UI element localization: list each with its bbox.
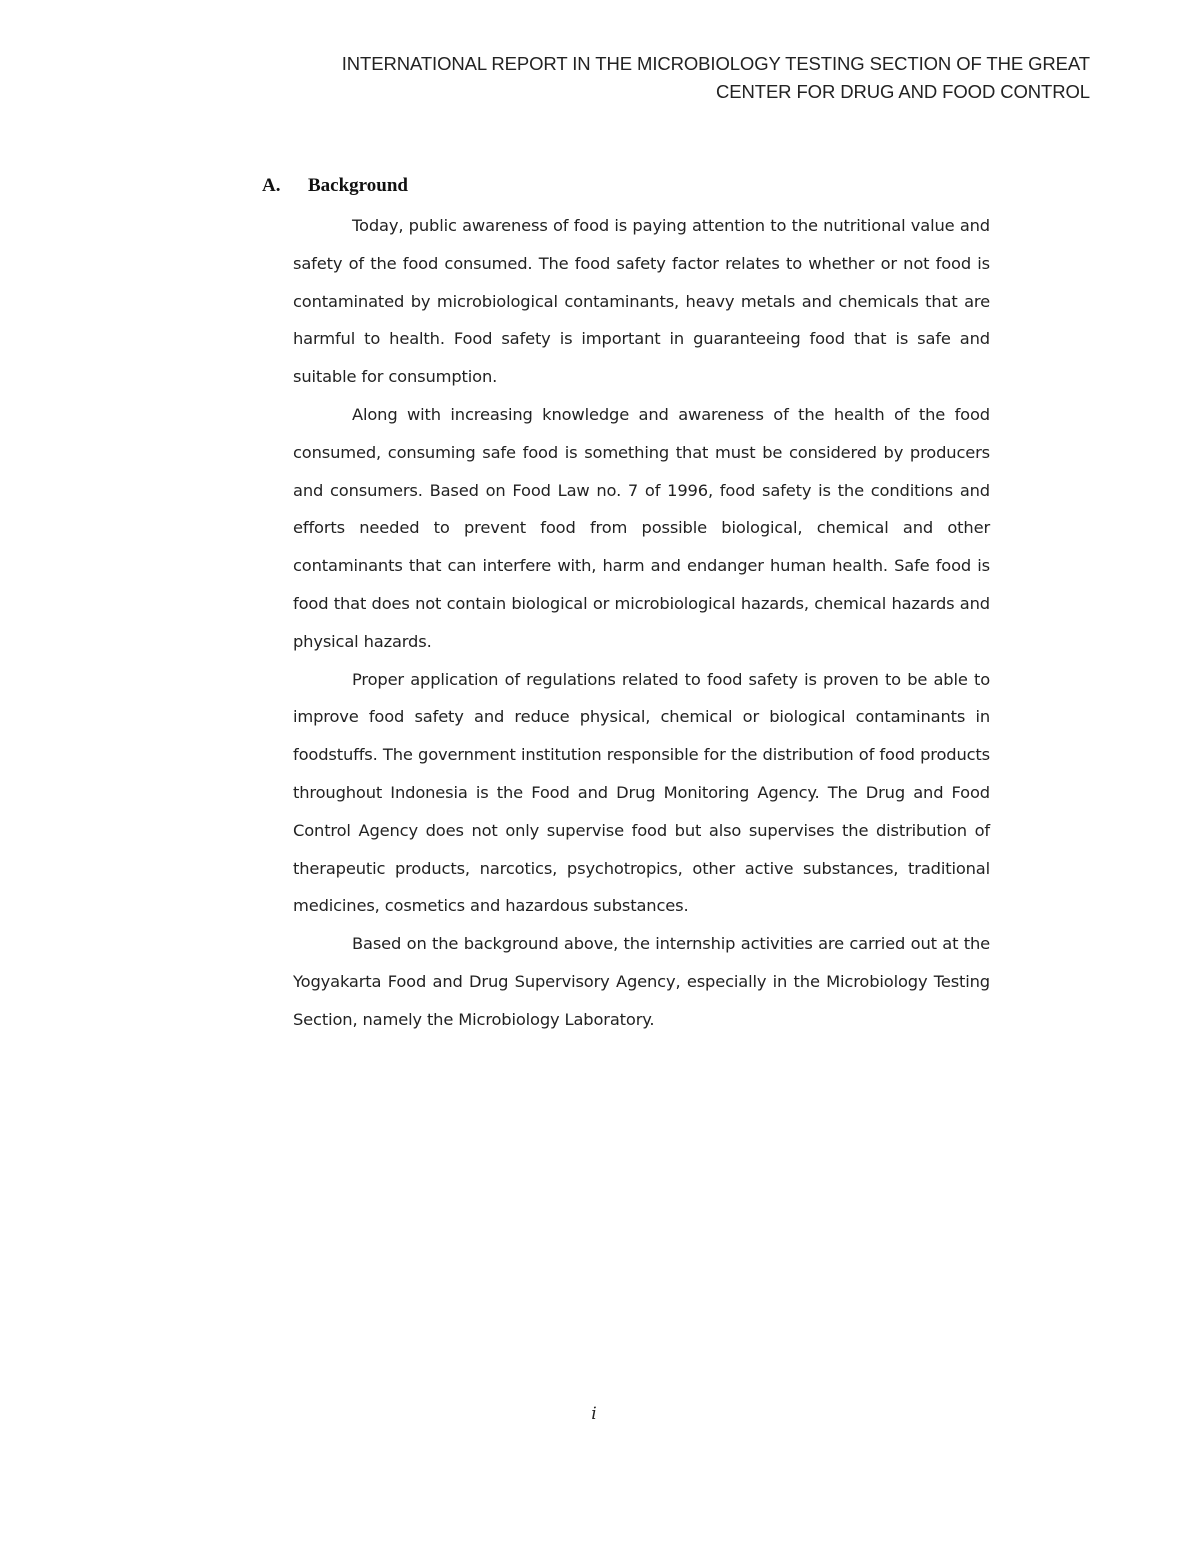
- section-letter: A.: [262, 175, 281, 196]
- paragraph: Based on the background above, the internship activities are carried out at the Yogyakarta Food and Drug Supervisory Agency, especially in the Microbiology Testing Section, namely the Microbiology Laboratory.: [293, 934, 990, 1029]
- section-heading: [262, 172, 408, 200]
- paragraph: Proper application of regulations related to food safety is proven to be able to improve food safety and reduce physical, chemical or biological contaminants in foodstuffs. The government institution responsible for the distribution of food products throughout Indonesia is the Food and Drug Monitoring Agency. The Drug and Food Control Agency does not only supervise food but also supervises the distribution of therapeutic products, narcotics, psychotropics, other active substances, traditional medicines, cosmetics and hazardous substances.: [293, 669, 990, 916]
- paragraph: Along with increasing knowledge and awareness of the health of the food consumed, consuming safe food is something that must be considered by producers and consumers. Based on Food Law no. 7 of 1996, food safety is the conditions and efforts needed to prevent food from possible biological, chemical and other contaminants that can interfere with, harm and endanger human health. Safe food is food that does not contain biological or microbiological hazards, chemical hazards and physical hazards.: [293, 404, 990, 651]
- running-header-line-2: CENTER FOR DRUG AND FOOD CONTROL: [715, 81, 1090, 102]
- section-body: [293, 207, 990, 1039]
- paragraph: Today, public awareness of food is paying attention to the nutritional value and safety of the food consumed. The food safety factor relates to whether or not food is contaminated by microbiological contaminants, heavy metals and chemicals that are harmful to health. Food safety is important in guaranteeing food that is safe and suitable for consumption.: [293, 216, 990, 387]
- running-header-line-1: INTERNATIONAL REPORT IN THE MICROBIOLOGY TESTING SECTION OF THE GREAT: [341, 53, 1090, 74]
- page-number: i: [591, 1404, 597, 1424]
- section-title: Background: [308, 175, 408, 196]
- running-header: [190, 50, 1090, 106]
